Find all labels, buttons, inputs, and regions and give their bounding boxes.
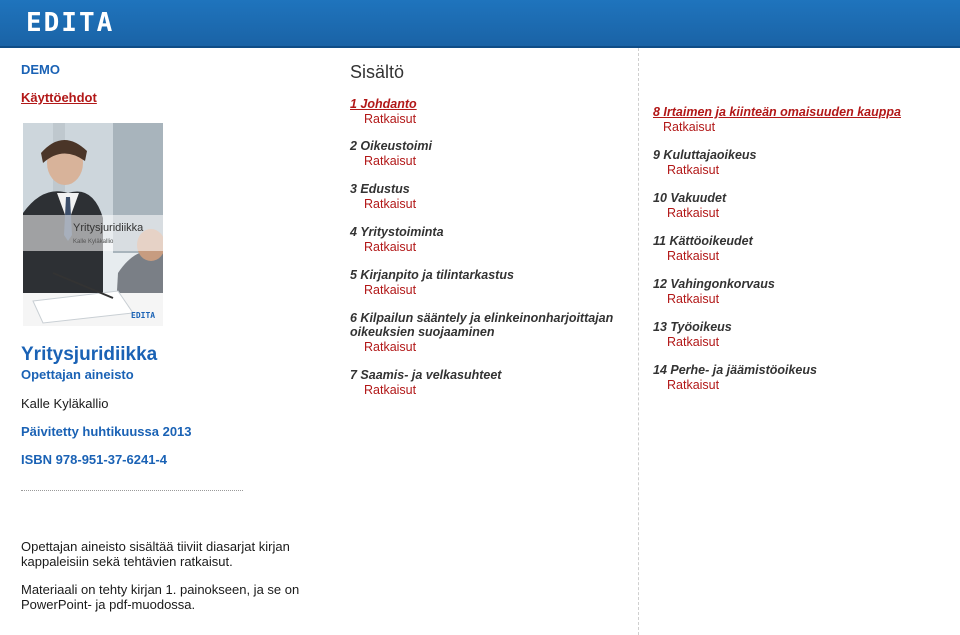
column-divider — [638, 48, 639, 635]
solutions-link-10[interactable]: Ratkaisut — [667, 206, 720, 220]
demo-label: DEMO — [21, 62, 60, 77]
chapter-entry-5 — [350, 268, 630, 297]
solutions-link-9[interactable]: Ratkaisut — [667, 163, 720, 177]
chapter-entry-12 — [653, 277, 933, 306]
chapter-link-10[interactable]: 10 Vakuudet — [653, 191, 727, 205]
solutions-link-12[interactable]: Ratkaisut — [667, 292, 720, 306]
divider — [21, 490, 243, 491]
cover-title: Yritysjuridiikka — [73, 222, 144, 234]
chapter-entry-9 — [653, 148, 933, 177]
book-subtitle: Opettajan aineisto — [21, 367, 134, 382]
chapter-entry-10 — [653, 191, 933, 220]
solutions-link-2[interactable]: Ratkaisut — [364, 154, 417, 168]
chapter-link-6[interactable]: 6 Kilpailun sääntely ja elinkeinonharjoittajan oikeuksien suojaaminen — [350, 311, 614, 339]
book-title: Yritysjuridiikka — [21, 344, 158, 365]
chapter-link-1[interactable]: 1 Johdanto — [350, 97, 417, 111]
chapter-link-4[interactable]: 4 Yritystoiminta — [350, 225, 444, 239]
header-bar — [0, 0, 960, 48]
chapter-link-2[interactable]: 2 Oikeustoimi — [350, 139, 432, 153]
chapter-link-9[interactable]: 9 Kuluttajaoikeus — [653, 148, 757, 162]
chapter-entry-11 — [653, 234, 933, 263]
solutions-link-4[interactable]: Ratkaisut — [364, 240, 417, 254]
solutions-link-3[interactable]: Ratkaisut — [364, 197, 417, 211]
chapter-link-12[interactable]: 12 Vahingonkorvaus — [653, 277, 775, 291]
chapter-link-13[interactable]: 13 Työoikeus — [653, 320, 732, 334]
chapter-entry-13 — [653, 320, 933, 349]
chapter-link-5[interactable]: 5 Kirjanpito ja tilintarkastus — [350, 268, 514, 282]
cover-brand: EDITA — [131, 311, 156, 320]
solutions-link-7[interactable]: Ratkaisut — [364, 383, 417, 397]
chapter-entry-3 — [350, 182, 630, 211]
solutions-link-5[interactable]: Ratkaisut — [364, 283, 417, 297]
chapter-entry-4 — [350, 225, 630, 254]
solutions-link-11[interactable]: Ratkaisut — [667, 249, 720, 263]
chapter-link-14[interactable]: 14 Perhe- ja jäämistöoikeus — [653, 363, 817, 377]
book-cover-image — [23, 123, 163, 326]
description-text: Opettajan aineisto sisältää tiiviit diasarjat kirjan kappaleisiin sekä tehtävien ratkaisut. — [21, 539, 290, 569]
chapter-entry-14 — [653, 363, 933, 392]
solutions-link-14[interactable]: Ratkaisut — [667, 378, 720, 392]
description-text-2: Materiaali on tehty kirjan 1. painokseen, ja se on PowerPoint- ja pdf-muodossa. — [21, 582, 300, 612]
updated-date: Päivitetty huhtikuussa 2013 — [21, 424, 192, 439]
chapter-link-7[interactable]: 7 Saamis- ja velkasuhteet — [350, 368, 502, 382]
solutions-link-8[interactable]: Ratkaisut — [663, 120, 716, 134]
solutions-link-6[interactable]: Ratkaisut — [364, 340, 417, 354]
chapter-entry-8 — [653, 105, 933, 134]
chapter-link-8[interactable]: 8 Irtaimen ja kiinteän omaisuuden kauppa — [653, 105, 901, 119]
isbn-number: ISBN 978-951-37-6241-4 — [21, 452, 167, 467]
chapter-entry-7 — [350, 368, 630, 397]
author-name: Kalle Kyläkallio — [21, 396, 109, 411]
cover-author: Kalle Kyläkallio — [73, 239, 114, 245]
contents-title: Sisältö — [350, 62, 405, 82]
terms-link[interactable]: Käyttöehdot — [21, 90, 97, 105]
chapter-entry-1 — [350, 97, 630, 126]
edita-logo[interactable]: EDITA — [26, 8, 115, 38]
chapter-entry-2 — [350, 139, 630, 168]
solutions-link-13[interactable]: Ratkaisut — [667, 335, 720, 349]
solutions-link-1[interactable]: Ratkaisut — [364, 112, 417, 126]
chapter-link-3[interactable]: 3 Edustus — [350, 182, 410, 196]
chapter-link-11[interactable]: 11 Kättöoikeudet — [653, 234, 753, 248]
chapter-entry-6 — [350, 311, 625, 354]
